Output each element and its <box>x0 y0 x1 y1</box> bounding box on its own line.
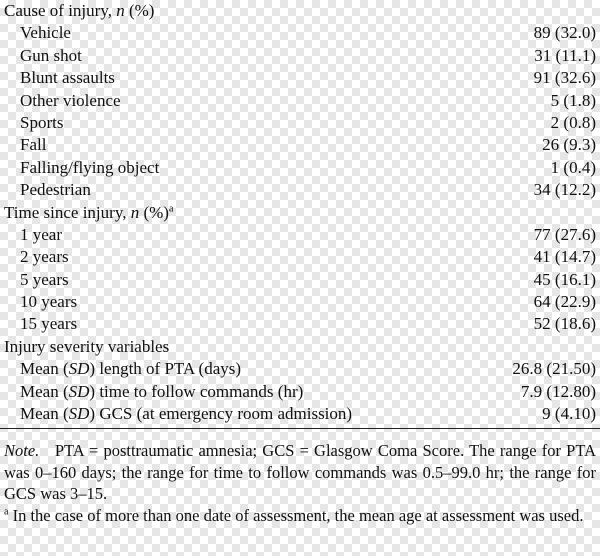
footnote-text: In the case of more than one date of assessment, the mean age at assessment was used. <box>12 505 584 525</box>
table-row <box>0 403 600 425</box>
table-row <box>0 381 600 403</box>
table-row <box>0 291 600 313</box>
section-header-time: Time since injury, n (%)$^a$ <box>4 202 174 222</box>
row-value: 64 (22.9) <box>533 292 596 312</box>
row-label: Pedestrian <box>20 180 91 200</box>
footnote-marker: a <box>168 202 174 214</box>
row-label: Mean (SD) GCS (at emergency room admission) <box>20 404 353 424</box>
row-label: Mean (SD) length of PTA (days) <box>20 359 242 379</box>
row-value: 7.9 (12.80) <box>520 381 596 401</box>
table-row <box>0 358 600 380</box>
row-value: 45 (16.1) <box>533 269 596 289</box>
row-label: Other violence <box>20 90 121 110</box>
note-lead: Note. <box>4 441 40 460</box>
row-label: Mean (SD) time to follow commands (hr) <box>20 381 304 401</box>
table-bottom-rule <box>0 428 600 429</box>
table-row <box>0 179 600 201</box>
row-label: Falling/flying object <box>20 157 160 177</box>
row-value: 9 (4.10) <box>542 404 596 424</box>
row-label: 15 years <box>20 314 78 334</box>
row-label: 5 years <box>20 269 69 289</box>
row-value: 1 (0.4) <box>550 157 596 177</box>
row-value: 77 (27.6) <box>533 224 596 244</box>
row-label: 10 years <box>20 292 78 312</box>
row-label: Blunt assaults <box>20 68 115 88</box>
table-row <box>0 157 600 179</box>
row-label: 2 years <box>20 247 69 267</box>
table-row <box>0 90 600 112</box>
table-row <box>0 112 600 134</box>
row-label: Fall <box>20 135 47 155</box>
table-row <box>0 313 600 335</box>
row-label: Sports <box>20 112 64 132</box>
row-label: 1 year <box>20 224 63 244</box>
row-label: Vehicle <box>20 23 71 43</box>
row-value: 91 (32.6) <box>533 68 596 88</box>
note-text: PTA = posttraumatic amnesia; GCS = Glasgow Coma Score. The range for PTA was 0–160 days; the range for time to follow commands was 0.5–99.0 hr; the range for GCS was 3–15. <box>4 441 597 503</box>
row-value: 26.8 (21.50) <box>512 359 596 379</box>
row-value: 34 (12.2) <box>533 180 596 200</box>
section-header-cause: Cause of injury, n (%) <box>4 1 155 20</box>
row-value: 31 (11.1) <box>534 45 596 65</box>
table-row <box>0 67 600 89</box>
table-row <box>0 22 600 44</box>
row-value: 89 (32.0) <box>533 23 596 43</box>
row-value: 52 (18.6) <box>533 314 596 334</box>
footnote-paragraph <box>4 505 596 527</box>
table-row <box>0 134 600 156</box>
table-row <box>0 224 600 246</box>
note-paragraph <box>4 440 596 505</box>
row-value: 41 (14.7) <box>533 247 596 267</box>
row-value: 26 (9.3) <box>542 135 596 155</box>
table-row <box>0 269 600 291</box>
row-label: Gun shot <box>20 45 82 65</box>
table-row <box>0 246 600 268</box>
row-value: 2 (0.8) <box>550 112 596 132</box>
footnote-marker: a <box>4 506 9 517</box>
section-header-severity: Injury severity variables <box>4 336 170 356</box>
table-row <box>0 45 600 67</box>
row-value: 5 (1.8) <box>550 90 596 110</box>
table-note <box>4 440 596 526</box>
